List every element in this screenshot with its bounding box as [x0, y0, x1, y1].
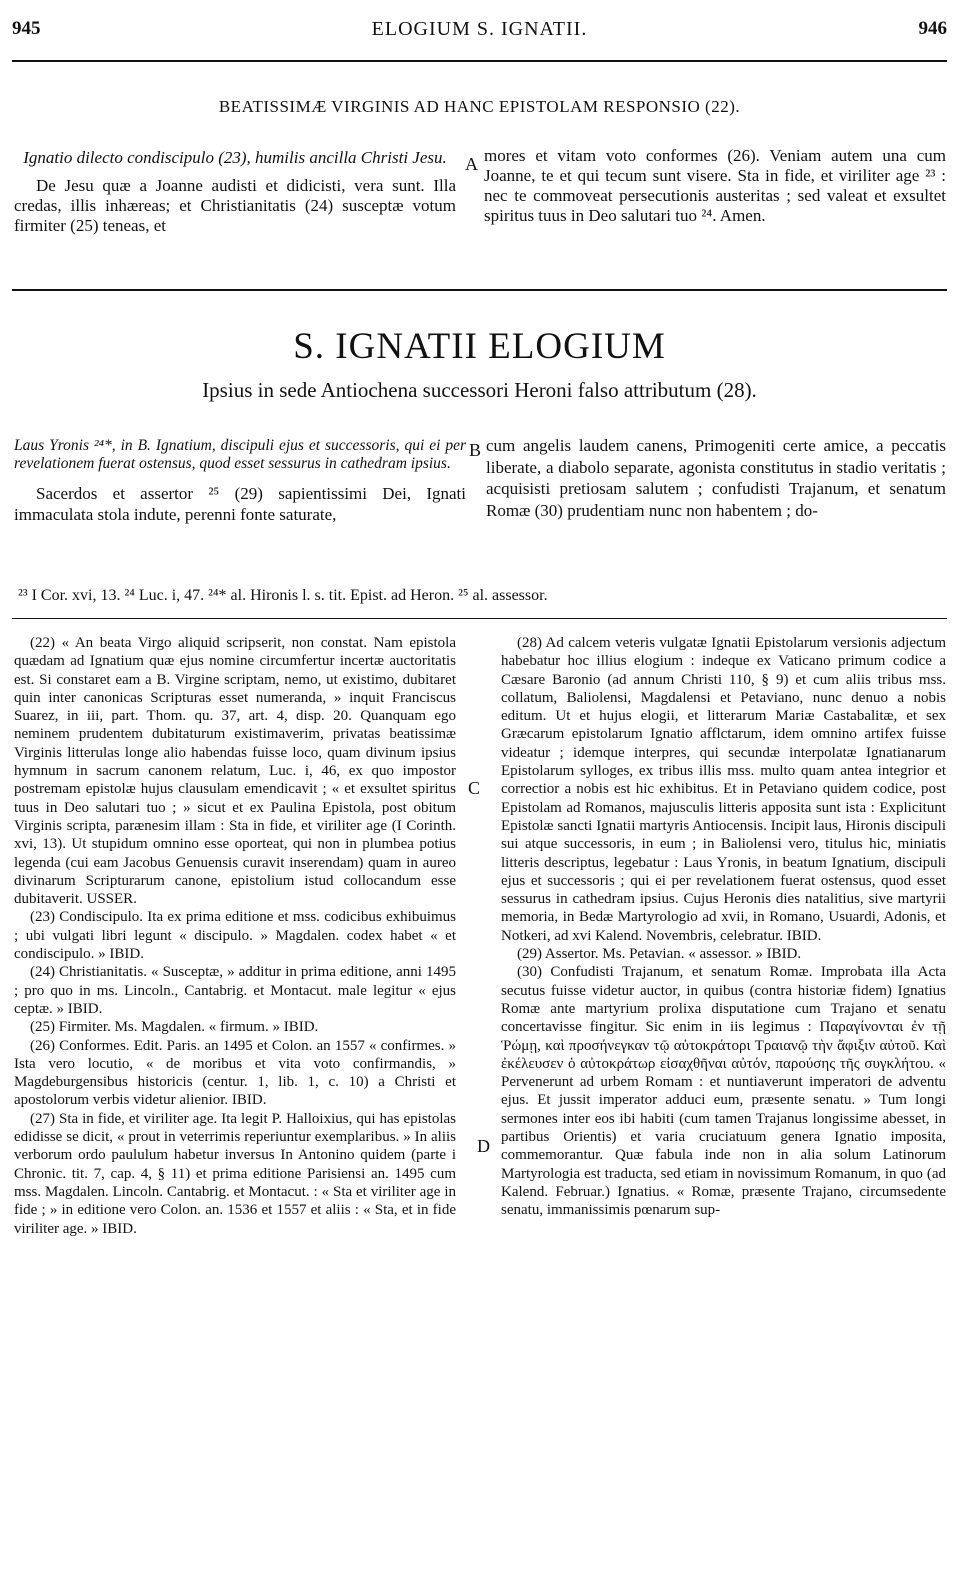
header-rule	[12, 60, 947, 62]
margin-marker-d: D	[477, 1136, 490, 1156]
response-right-text: mores et vitam voto conformes (26). Veniam autem una cum Joanne, te et qui tecum sunt visere. Sta in fide, et viriliter age ²³ : nec te commoveat persecutionis austeritas ; sed valeat et exsultet spiritus tuus in Deo salutari tuo ²⁴. Amen.	[484, 146, 946, 225]
footnote-rule	[12, 618, 947, 619]
margin-marker-c: C	[468, 778, 481, 798]
note-24: (24) Christianitatis. « Susceptæ, » additur in prima editione, anni 1495 ; pro quo in ms. Lincoln., Cantabrig. et Montacut. male legitur « ejus ceptæ. » IBID.	[14, 964, 456, 1017]
running-head	[12, 18, 947, 48]
note-25: (25) Firmiter. Ms. Magdalen. « firmum. » IBID.	[30, 1019, 319, 1036]
elogium-left-column	[14, 437, 466, 525]
running-title: ELOGIUM S. IGNATII.	[371, 18, 588, 40]
footnotes: ²³ I Cor. xvi, 13. ²⁴ Luc. i, 47. ²⁴* al. Hironis l. s. tit. Epist. ad Heron. ²⁵ al. assessor.	[18, 587, 548, 604]
elogium-right-text: cum angelis laudem canens, Primogeniti certe amice, a peccatis liberate, a diabolo separate, agonista constitutus in stadio veritatis ; acquisisti pretiosam salutem ; confudisti Trajanum, et senatum Romæ (30) prudentiam nunc non habentem ; do-	[486, 436, 946, 520]
page-number-left: 945	[12, 18, 41, 39]
margin-marker-a: A	[465, 154, 478, 174]
notes-right-column	[501, 634, 946, 1220]
note-26: (26) Conformes. Edit. Paris. an 1495 et Colon. an 1557 « confirmes. » Ista vero locutio, « de moribus et vita voto confirmandis, » Magdeburgensibus historicis (centur. 1, lib. 1, c. 10) a Christi et apostolorum verbis videtur alienior. IBID.	[14, 1037, 456, 1109]
elogium-right-column	[486, 435, 946, 521]
margin-marker-b: B	[469, 440, 482, 460]
elogium-subtitle: Ipsius in sede Antiochena successori Heroni falso attributum (28).	[202, 378, 757, 402]
elogium-title: S. IGNATII ELOGIUM	[293, 326, 666, 367]
note-29: (29) Assertor. Ms. Petavian. « assessor. » IBID.	[517, 946, 802, 963]
note-28: (28) Ad calcem veteris vulgatæ Ignatii Epistolarum versionis adjectum habebatur hoc illius elogium : indeque ex Vaticano primum codice a Cæsare Baronio (ad annum Christi 110, § 9) et cum aliis tribus mss. collatum, Baliolensi, Magdalensi et Petaviano, nunc denuo a nobis editum. Ut et hujus elogii, et litterarum Mariæ Castabalitæ, et sex Græcarum epistolarum Ignatio afflctarum, idem omnino artifex fuisse videatur ; idemque interpres, qui secundæ interpolatæ Ignatianarum Epistolarum sylloges, ex tribus illis mss. multo quam antea integrior et correctior a nobis est hic exhibitus. Et in Petaviano quidem codice, post Epistolam ad Romanos, majusculis litteris apposita sunt ista : Explicitunt Epistolæ sancti Ignatii martyris Antiocensis. Incipit laus, Hironis discipuli sui atque successoris, in eum ; in Baliolensi vero, titulus hic, miniatis litteris descriptus, legebatur : Laus Yronis, in beatum Ignatium, discipuli ejus et successoris ; qui ei per revelationem fuerat ostensus, quod esset sessurus in cathedram ipsius. Cujus Heronis dies natalitius, sive martyrii memoria, in Bedæ Martyrologio ad xvii, in Romano, Usuardi, Adonis, et Notkeri, ad xvi Kalend. Novembris, celebratur. IBID.	[501, 635, 946, 944]
response-left-text: De Jesu quæ a Joanne audisti et didicisti, vera sunt. Illa credas, illis inhæreas; et Christianitatis (24) susceptæ votum firmiter (25) teneas, et	[14, 176, 456, 235]
response-heading: BEATISSIMÆ VIRGINIS AD HANC EPISTOLAM RESPONSIO (22).	[218, 97, 741, 116]
response-left-column	[14, 148, 456, 236]
section-rule	[12, 289, 947, 291]
note-27: (27) Sta in fide, et viriliter age. Ita legit P. Halloixius, qui has epistolas edidisse se dicit, « prout in veterrimis reperiuntur exemplaribus. » In aliis verborum ordo paululum habetur inversus In Antonino quidem (parte i Chronic. tit. 7, cap. 4, § 11) et prima editione Parisiensi an. 1495 cum mss. Magdalen. Lincoln. Cantabrig. et Montacut. : « Sta et viriliter age in fide ; » in editione vero Colon. an. 1536 et 1557 et aliis : « Sta, et in fide viriliter age. » IBID.	[14, 1110, 456, 1237]
note-23: (23) Condiscipulo. Ita ex prima editione et mss. codicibus exhibuimus ; ubi vulgati libri legunt « discipulo. » Magdalen. codex habet « et condiscipulo. » IBID.	[14, 909, 456, 963]
response-right-column	[484, 146, 946, 226]
elogium-left-text: Sacerdos et assertor ²⁵ (29) sapientissimi Dei, Ignati immaculata stola indute, perenni fonte saturate,	[14, 484, 466, 524]
note-30: (30) Confudisti Trajanum, et senatum Romæ. Improbata illa Acta secutus fuisse videtur auctor, in quibus (contra historiæ fidem) Ignatius Romæ ante martyrium prolixa disputatione cum Trajano et senatu concertavisse fingitur. Sic enim in iis legimus : Παραγίνονται ἐν τῇ Ῥώμῃ, καὶ προσήνεγκαν τῷ αὐτοκράτορι Τραιανῷ τὴν ἄφιξιν αὐτοῦ. Καὶ ἐκέλευσεν ὁ αὐτοκράτωρ εἰσαχθῆναι αὐτόν, παρούσης τῆς συγκλήτου. « Pervenerunt ad urbem Romam : et nuntiaverunt imperatori de adventu ejus. Et jussit imperator adduci eum, præsente senatu. » Tum longi sermones inter eos ibi habiti (cum tamen Trajanus longissime abesset, in partibus Orientis) et varia cruciatuum genera Ignatio imposita, commemorantur. Quæ fabula inde non in alia solum Latinorum Martyrologia est traducta, sed etiam in novissimum Romanum, in quo (ad Kalend. Februar.) Ignatius. « Romæ, præsente Trajano, circumsedente senatu, immanissimis pœnarum sup-	[501, 964, 946, 1219]
response-salutation: Ignatio dilecto condiscipulo (23), humilis ancilla Christi Jesu.	[23, 148, 447, 167]
page-number-right: 946	[918, 18, 947, 39]
notes-left-column	[14, 634, 456, 1238]
note-22: (22) « An beata Virgo aliquid scripserit, non constat. Nam epistola quædam ad Ignatium quæ ejus nomine circumfertur incertæ auctoritatis est. Si constaret eam a B. Virgine scriptam, nemo, ut existimo, dubitaret quin inter canonicas Scripturas esset numeranda, » inquit Franciscus Suarez, in iii, part. Thom. qu. 37, art. 4, disp. 20. Quanquam ego neminem prudentem dubitaturum existimaverim, privatas beatissimæ Virginis litterulas longe alio habendas fuisse loco, quam divinum ipsius hymnum in sacrum canonem relatum, Luc. i, 46, ex quo impostor postremam epistolæ hujus clausulam emendicavit ; « et exsultet spiritus tuus in Deo salutari tuo ; » sicut et ex Paulina Epistola, post obitum Virginis scripta, parænesim illam : Sta in fide, et viriliter age (I Corinth. xvi, 13). Ut stupidum omnino esse oporteat, qui non in plumbea potius legenda (cui eam Jacobus Genuensis curavit inserendam) quam in aureo divinarum Scripturarum canone, epistolium istud collocandum esse dubitaverit. USSER.	[14, 635, 456, 908]
elogium-intro: Laus Yronis ²⁴*, in B. Ignatium, discipuli ejus et successoris, qui ei per revelationem fuerat ostensus, quod esset sessurus in cathedram ipsius.	[14, 437, 466, 472]
